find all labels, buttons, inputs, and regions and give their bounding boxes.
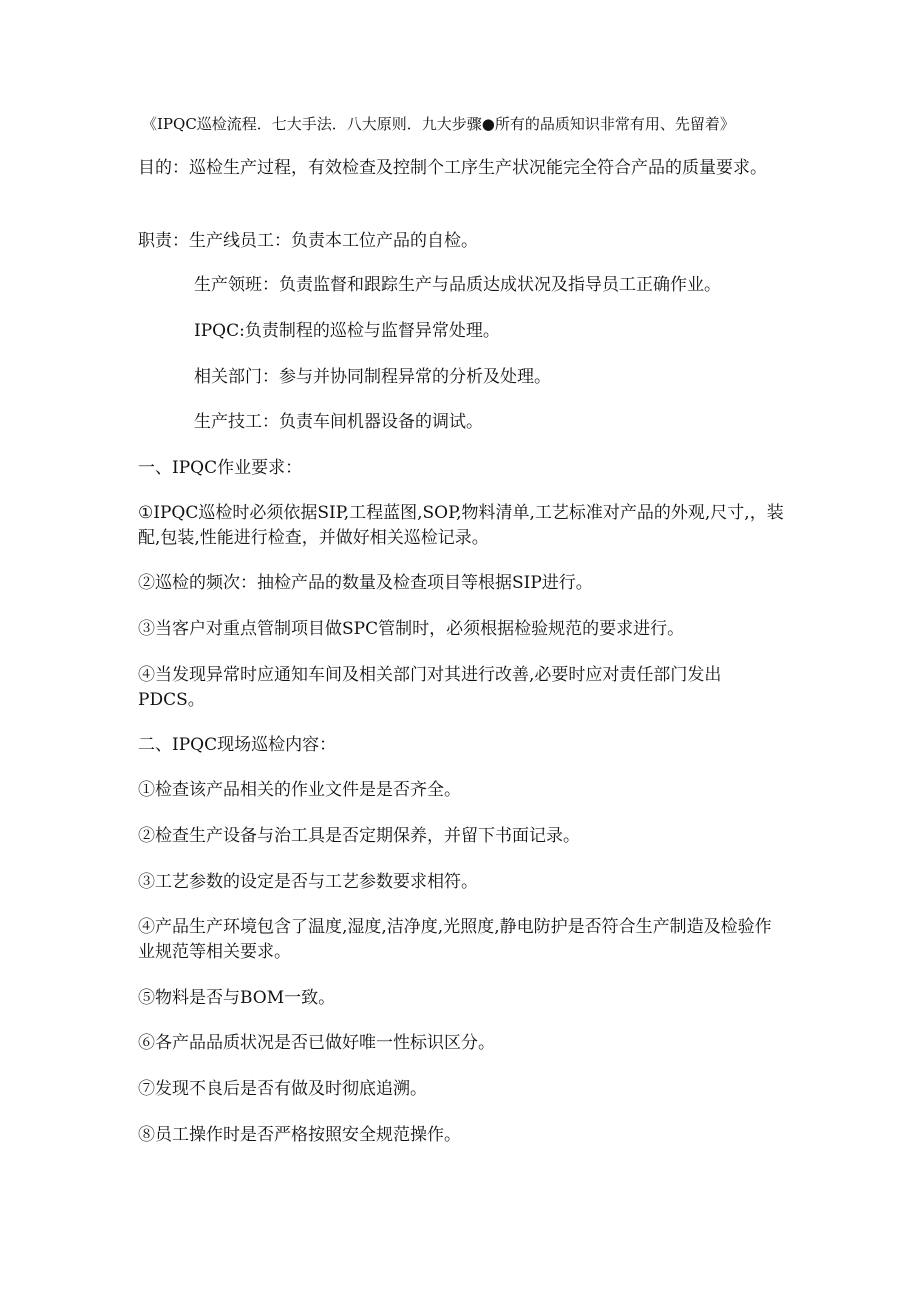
inspection-item-8: ⑧员工操作时是否严格按照安全规范操作。 [138, 1125, 461, 1145]
responsibility-departments: 相关部门：参与并协同制程异常的分析及处理。 [194, 367, 551, 387]
inspection-item-1: ①检查该产品相关的作业文件是是否齐全。 [138, 780, 461, 800]
requirement-item-2: ②巡检的频次：抽检产品的数量及检查项目等根据SIP进行。 [138, 573, 593, 593]
inspection-item-7: ⑦发现不良后是否有做及时彻底追溯。 [138, 1079, 427, 1099]
document-title: 《IPQC巡检流程．七大手法．八大原则．九大步骤●所有的品质知识非常有用、先留着》 [142, 115, 735, 133]
requirement-item-4: ④当发现异常时应通知车间及相关部门对其进行改善,必要时应对责任部门发出PDCS。 [138, 665, 722, 710]
requirement-item-1: ①IPQC巡检时必须依据SIP,工程蓝图,SOP,物料清单,工艺标准对产品的外观,尺寸,，装配,包装,性能进行检查，并做好相关巡检记录。 [138, 503, 784, 548]
responsibility-ipqc: IPQC:负责制程的巡检与监督异常处理。 [194, 321, 500, 341]
inspection-item-5: ⑤物料是否与BOM一致。 [138, 988, 336, 1008]
responsibility-foreman: 生产领班：负责监督和跟踪生产与品质达成状况及指导员工正确作业。 [194, 275, 721, 295]
inspection-item-3: ③工艺参数的设定是否与工艺参数要求相符。 [138, 872, 478, 892]
inspection-item-2: ②检查生产设备与治工具是否定期保养，并留下书面记录。 [138, 826, 580, 846]
purpose-paragraph: 目的：巡检生产过程，有效检查及控制个工序生产状况能完全符合产品的质量要求。 [138, 158, 767, 178]
responsibility-technicians: 生产技工：负责车间机器设备的调试。 [194, 412, 483, 432]
inspection-item-4: ④产品生产环境包含了温度,湿度,洁净度,光照度,静电防护是否符合生产制造及检验作业规范等相关要求。 [138, 917, 772, 962]
section-heading-inspection-content: 二、IPQC现场巡检内容： [138, 735, 337, 755]
section-heading-ipqc-requirements: 一、IPQC作业要求： [138, 458, 303, 478]
responsibility-line-workers: 职责：生产线员工：负责本工位产品的自检。 [138, 231, 478, 251]
requirement-item-3: ③当客户对重点管制项目做SPC管制时，必须根据检验规范的要求进行。 [138, 619, 685, 639]
inspection-item-6: ⑥各产品品质状况是否已做好唯一性标识区分。 [138, 1033, 495, 1053]
